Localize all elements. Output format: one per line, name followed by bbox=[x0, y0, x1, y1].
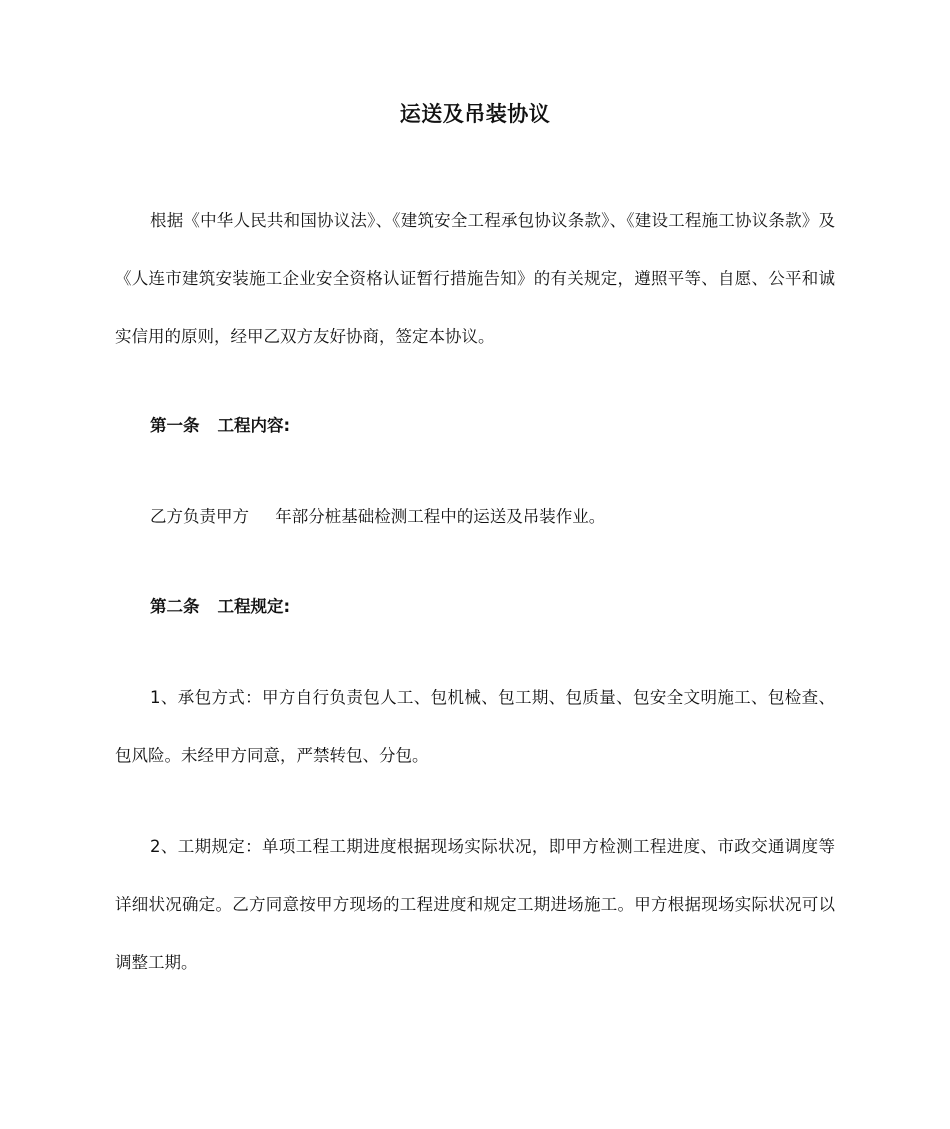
document-title: 运送及吊装协议 bbox=[399, 102, 551, 126]
intro-paragraph: 根据《中华人民共和国协议法》、《建筑安全工程承包协议条款》、《建设工程施工协议条款》及《人连市建筑安装施工企业安全资格认证暂行措施告知》的有关规定，遵照平等、自愿、公平和诚实信用的原则，经甲乙双方友好协商，签定本协议。 bbox=[115, 211, 835, 346]
article-2-item-2: 2、工期规定：单项工程工期进度根据现场实际状况，即甲方检测工程进度、市政交通调度等详细状况确定。乙方同意按甲方现场的工程进度和规定工期进场施工。甲方根据现场实际状况可以调整工期。 bbox=[115, 837, 835, 972]
article-2-item-1: 1、承包方式：甲方自行负责包人工、包机械、包工期、包质量、包安全文明施工、包检查、包风险。未经甲方同意，严禁转包、分包。 bbox=[115, 688, 835, 765]
article-1-title: 工程内容: bbox=[217, 416, 291, 435]
article-1-number: 第一条 bbox=[150, 416, 200, 435]
article-2-number: 第二条 bbox=[150, 597, 200, 616]
article-2-title: 工程规定: bbox=[217, 597, 291, 616]
article-1-heading bbox=[115, 397, 835, 455]
article-1-text: 乙方负责甲方 年部分桩基础检测工程中的运送及吊装作业。 bbox=[150, 507, 606, 526]
article-2-heading bbox=[115, 578, 835, 636]
